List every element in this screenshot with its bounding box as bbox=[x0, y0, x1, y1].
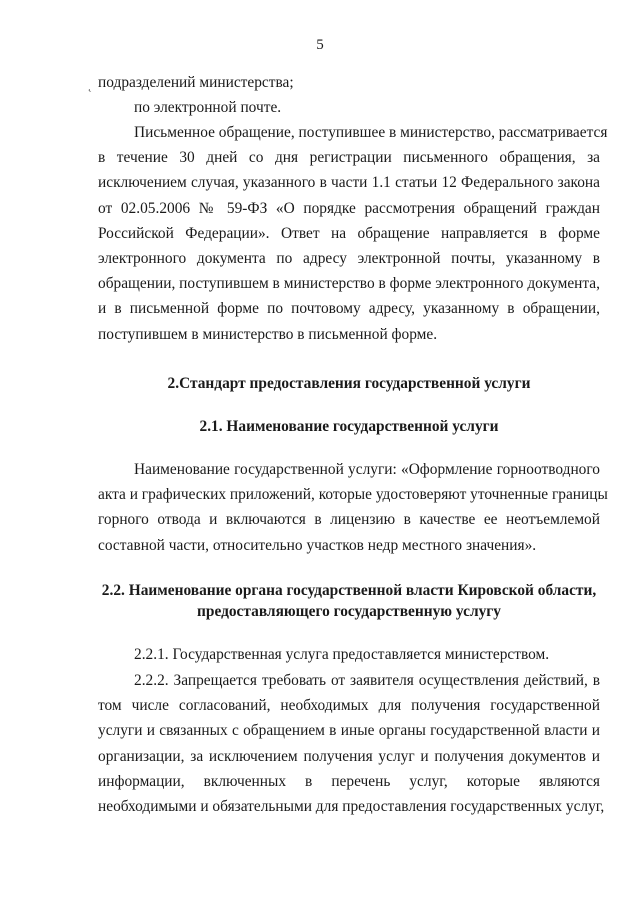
text-line: поступившем в министерство в письменной форме. bbox=[98, 325, 438, 343]
paragraph-written-appeal bbox=[98, 120, 608, 347]
subsection-heading-2-2 bbox=[98, 580, 600, 622]
text-line: том числе согласований, необходимых для получения государственной bbox=[98, 697, 600, 715]
text-line: по электронной почте. bbox=[134, 99, 282, 117]
paragraph-2-2-2 bbox=[98, 668, 605, 819]
text-line: 2.2.1. Государственная услуга предоставляется министерством. bbox=[134, 646, 550, 663]
intro-block bbox=[98, 70, 600, 120]
text-line: электронного документа по адресу электронной почты, указанному в bbox=[98, 250, 600, 268]
text-line: подразделений министерства; bbox=[98, 74, 294, 91]
scan-mark: ˛ bbox=[88, 78, 92, 92]
section-heading bbox=[98, 371, 600, 396]
text-line: информации, включенных в перечень услуг, которые являются bbox=[98, 772, 600, 790]
paragraph-service-name bbox=[98, 457, 608, 558]
text-line: Наименование государственной услуги: «Оформление горноотводного bbox=[134, 461, 600, 478]
text-line: составной части, относительно участков недр местного значения». bbox=[98, 536, 537, 554]
text-line: горного отвода и включаются в лицензию в качестве ее неотъемлемой bbox=[98, 511, 600, 529]
text-line: Письменное обращение, поступившее в министерство, рассматривается bbox=[134, 124, 608, 141]
text-line: обращении, поступившем в министерство в форме электронного документа, bbox=[98, 275, 600, 293]
text-line: и в письменной форме по почтовому адресу, указанному в обращении, bbox=[98, 300, 600, 318]
text-line: услуги и связанных с обращением в иные органы государственной власти и bbox=[98, 722, 600, 740]
text-line: в течение 30 дней со дня регистрации письменного обращения, за bbox=[98, 149, 600, 167]
text-line: исключением случая, указанного в части 1.1 статьи 12 Федерального закона bbox=[98, 174, 600, 192]
heading-text: 2.Стандарт предоставления государственной услуги bbox=[167, 375, 531, 392]
heading-text: 2.1. Наименование государственной услуги bbox=[199, 418, 499, 435]
text-line: акта и графических приложений, которые удостоверяют уточненные границы bbox=[98, 486, 608, 504]
text-line: необходимыми и обязательными для предоставления государственных услуг, bbox=[98, 798, 605, 816]
text-line: от 02.05.2006 № 59-ФЗ «О порядке рассмотрения обращений граждан bbox=[98, 199, 600, 217]
text-line: организации, за исключением получения услуг и получения документов и bbox=[98, 747, 600, 765]
subsection-heading-2-1 bbox=[98, 414, 600, 439]
paragraph-2-2-1 bbox=[98, 642, 600, 667]
heading-text: 2.2. Наименование органа государственной власти Кировской области, bbox=[101, 582, 597, 599]
page-number: 5 bbox=[316, 37, 324, 53]
text-line: 2.2.2. Запрещается требовать от заявителя осуществления действий, в bbox=[134, 672, 600, 689]
text-line: Российской Федерации». Ответ на обращение направляется в форме bbox=[98, 224, 600, 242]
heading-text: предоставляющего государственную услугу bbox=[197, 603, 501, 620]
